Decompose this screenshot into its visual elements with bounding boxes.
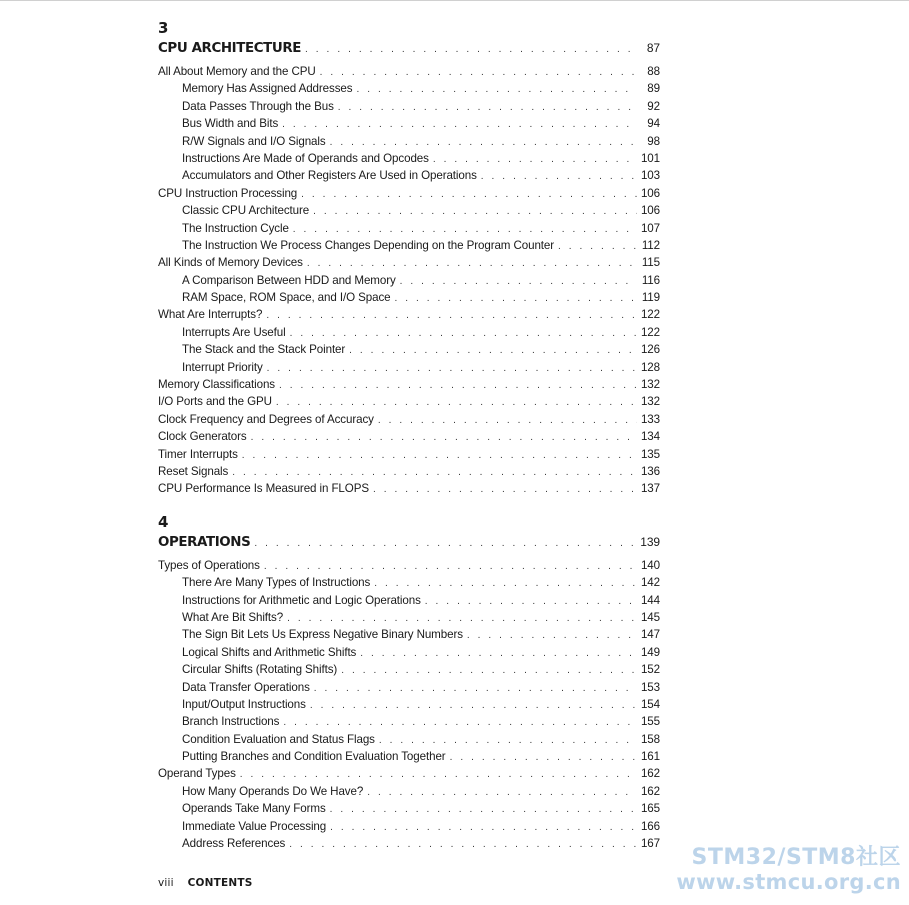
entry-title: Classic CPU Architecture	[182, 204, 310, 218]
entry-title: Memory Classifications	[158, 378, 275, 392]
toc-subentry[interactable]	[158, 800, 660, 817]
entry-title: All About Memory and the CPU	[158, 65, 316, 78]
entry-page: 119	[641, 291, 660, 305]
top-border-line	[0, 0, 909, 1]
toc-subentry[interactable]	[158, 661, 660, 678]
dot-leader	[293, 221, 637, 238]
entry-title: What Are Interrupts?	[158, 308, 263, 322]
dot-leader	[254, 532, 637, 555]
chapter-page: 139	[640, 534, 660, 549]
toc-entry[interactable]	[158, 254, 660, 271]
toc-subentry[interactable]	[158, 115, 660, 132]
chapter-number: 3	[158, 19, 169, 37]
chapter-page: 87	[646, 41, 660, 55]
entry-title: Logical Shifts and Arithmetic Shifts	[182, 645, 357, 659]
entry-page: 122	[640, 308, 660, 322]
dot-leader	[307, 255, 637, 272]
watermark-line-2: www.stmcu.org.cn	[676, 870, 901, 894]
entry-page: 158	[640, 732, 660, 746]
toc-subentry[interactable]	[158, 289, 660, 306]
dot-leader	[282, 116, 637, 133]
toc-entry[interactable]	[158, 63, 660, 80]
toc-entry[interactable]	[158, 480, 660, 497]
entry-title: A Comparison Between HDD and Memory	[182, 273, 396, 287]
entry-page: 128	[640, 360, 660, 374]
toc-entry[interactable]	[158, 376, 660, 393]
dot-leader	[356, 81, 637, 98]
entry-page: 162	[640, 767, 660, 781]
dot-leader	[289, 836, 637, 853]
entry-title: The Stack and the Stack Pointer	[182, 343, 346, 357]
table-of-contents	[158, 20, 660, 852]
entry-page: 89	[647, 82, 660, 96]
entry-title: R/W Signals and I/O Signals	[182, 134, 326, 148]
entry-title: Clock Generators	[158, 430, 247, 444]
dot-leader	[301, 186, 637, 203]
dot-leader	[341, 662, 637, 679]
entry-title: The Instruction We Process Changes Depending on the Program Counter	[182, 238, 555, 252]
dot-leader	[330, 801, 637, 818]
entry-title: I/O Ports and the GPU	[158, 395, 272, 409]
toc-subentry[interactable]	[158, 574, 660, 591]
dot-leader	[338, 99, 637, 116]
toc-subentry[interactable]	[158, 644, 660, 661]
entry-title: How Many Operands Do We Have?	[182, 784, 364, 798]
chapter-number: 4	[158, 512, 169, 531]
entry-title: Operand Types	[158, 767, 236, 781]
entry-title: Branch Instructions	[182, 715, 280, 729]
chapter-title-row[interactable]	[158, 531, 660, 554]
entry-title: Operands Take Many Forms	[182, 802, 326, 816]
entry-title: Reset Signals	[158, 464, 229, 478]
chapter-title-row[interactable]	[158, 37, 660, 60]
toc-subentry[interactable]	[158, 696, 660, 713]
entry-page: 144	[640, 593, 660, 607]
chapter-title: OPERATIONS	[158, 534, 251, 550]
toc-entry[interactable]	[158, 185, 660, 202]
entry-page: 147	[640, 628, 660, 642]
entry-page: 149	[640, 645, 660, 659]
entry-page: 155	[640, 715, 660, 729]
entry-page: 134	[640, 430, 660, 444]
toc-entry[interactable]	[158, 411, 660, 428]
toc-subentry[interactable]	[158, 324, 660, 341]
toc-subentry[interactable]	[158, 167, 660, 184]
entry-title: CPU Instruction Processing	[158, 186, 298, 200]
chapter-3-entries	[158, 63, 660, 498]
dot-leader	[287, 610, 637, 627]
entry-page: 92	[647, 99, 660, 113]
entry-page: 152	[640, 663, 660, 677]
dot-leader	[373, 481, 637, 498]
entry-title: Input/Output Instructions	[182, 697, 306, 711]
entry-title: Putting Branches and Condition Evaluation Together	[182, 750, 446, 764]
entry-page: 135	[640, 447, 660, 461]
entry-page: 161	[640, 750, 660, 764]
entry-title: Circular Shifts (Rotating Shifts)	[182, 663, 338, 677]
toc-subentry[interactable]	[158, 731, 660, 748]
entry-title: Instructions Are Made of Operands and Opcodes	[182, 151, 429, 165]
entry-title: Accumulators and Other Registers Are Used in Operations	[182, 169, 477, 183]
dot-leader	[330, 819, 637, 836]
entry-page: 162	[640, 784, 660, 798]
dot-leader	[379, 732, 637, 749]
dot-leader	[266, 307, 637, 324]
dot-leader	[467, 627, 637, 644]
entry-page: 154	[640, 697, 660, 711]
dot-leader	[232, 464, 637, 481]
dot-leader	[378, 412, 637, 429]
entry-page: 88	[647, 65, 660, 78]
dot-leader	[367, 784, 637, 801]
entry-page: 137	[640, 482, 660, 496]
entry-page: 140	[640, 558, 660, 572]
entry-title: Data Transfer Operations	[182, 680, 310, 694]
dot-leader	[283, 714, 637, 731]
entry-title: Address References	[182, 837, 286, 851]
chapter-title: CPU ARCHITECTURE	[158, 41, 302, 56]
footer-label: CONTENTS	[187, 877, 253, 889]
dot-leader	[360, 645, 637, 662]
entry-page: 112	[641, 238, 660, 252]
toc-entry[interactable]	[158, 463, 660, 480]
entry-page: 103	[640, 169, 660, 183]
page-footer	[158, 877, 253, 889]
dot-leader	[330, 134, 637, 151]
entry-page: 98	[647, 134, 660, 148]
entry-title: Immediate Value Processing	[182, 819, 327, 833]
entry-title: Memory Has Assigned Addresses	[182, 82, 353, 96]
entry-title: The Instruction Cycle	[182, 221, 289, 235]
toc-subentry[interactable]	[158, 713, 660, 730]
dot-leader	[305, 38, 637, 61]
entry-page: 101	[640, 151, 660, 165]
entry-page: 136	[640, 464, 660, 478]
entry-page: 126	[640, 343, 660, 357]
entry-title: Data Passes Through the Bus	[182, 99, 334, 113]
dot-leader	[313, 203, 637, 220]
dot-leader	[251, 429, 637, 446]
entry-page: 107	[640, 221, 660, 235]
toc-subentry[interactable]	[158, 835, 660, 852]
toc-subentry[interactable]	[158, 679, 660, 696]
dot-leader	[290, 325, 637, 342]
toc-subentry[interactable]	[158, 818, 660, 835]
dot-leader	[276, 394, 637, 411]
toc-subentry[interactable]	[158, 237, 660, 254]
toc-entry[interactable]	[158, 428, 660, 445]
entry-page: 94	[647, 117, 660, 131]
entry-title: Types of Operations	[158, 558, 260, 572]
toc-subentry[interactable]	[158, 272, 660, 289]
toc-subentry[interactable]	[158, 783, 660, 800]
toc-subentry[interactable]	[158, 748, 660, 765]
toc-subentry[interactable]	[158, 98, 660, 115]
toc-entry[interactable]	[158, 765, 660, 782]
dot-leader	[425, 593, 637, 610]
entry-page: 142	[640, 576, 660, 590]
dot-leader	[450, 749, 637, 766]
entry-title: Timer Interrupts	[158, 447, 238, 461]
dot-leader	[310, 697, 637, 714]
entry-title: All Kinds of Memory Devices	[158, 256, 303, 270]
footer-page-number: viii	[158, 877, 174, 889]
entry-title: Instructions for Arithmetic and Logic Operations	[182, 593, 421, 607]
dot-leader	[279, 377, 637, 394]
entry-title: There Are Many Types of Instructions	[182, 576, 371, 590]
entry-page: 145	[640, 610, 660, 624]
dot-leader	[374, 575, 637, 592]
entry-page: 132	[640, 378, 660, 392]
dot-leader	[395, 290, 637, 307]
toc-subentry[interactable]	[158, 220, 660, 237]
entry-page: 153	[640, 680, 660, 694]
dot-leader	[320, 64, 637, 81]
entry-page: 166	[640, 819, 660, 833]
dot-leader	[264, 558, 637, 575]
toc-subentry[interactable]	[158, 150, 660, 167]
entry-page: 133	[640, 412, 660, 426]
toc-entry[interactable]	[158, 446, 660, 463]
entry-page: 167	[640, 837, 660, 851]
chapter-3	[158, 20, 660, 498]
entry-title: Interrupt Priority	[182, 360, 263, 374]
toc-entry[interactable]	[158, 557, 660, 574]
entry-title: Condition Evaluation and Status Flags	[182, 732, 375, 746]
dot-leader	[481, 168, 637, 185]
entry-page: 106	[640, 186, 660, 200]
entry-title: RAM Space, ROM Space, and I/O Space	[182, 291, 391, 305]
dot-leader	[240, 766, 637, 783]
watermark-line-1: STM32/STM8社区	[691, 845, 901, 870]
toc-subentry[interactable]	[158, 80, 660, 97]
entry-page: 122	[640, 325, 660, 339]
chapter-4	[158, 514, 660, 853]
entry-title: Clock Frequency and Degrees of Accuracy	[158, 412, 374, 426]
dot-leader	[242, 447, 637, 464]
toc-subentry[interactable]	[158, 592, 660, 609]
toc-entry[interactable]	[158, 306, 660, 323]
toc-subentry[interactable]	[158, 133, 660, 150]
dot-leader	[267, 360, 637, 377]
toc-subentry[interactable]	[158, 341, 660, 358]
entry-page: 116	[641, 273, 660, 287]
entry-title: What Are Bit Shifts?	[182, 610, 284, 624]
dot-leader	[400, 273, 637, 290]
dot-leader	[349, 342, 637, 359]
entry-page: 106	[640, 204, 660, 218]
entry-title: Bus Width and Bits	[182, 117, 279, 131]
toc-entry[interactable]	[158, 393, 660, 410]
entry-page: 165	[640, 802, 660, 816]
toc-subentry[interactable]	[158, 609, 660, 626]
entry-title: CPU Performance Is Measured in FLOPS	[158, 482, 369, 496]
chapter-4-entries	[158, 557, 660, 853]
toc-subentry[interactable]	[158, 202, 660, 219]
entry-page: 132	[640, 395, 660, 409]
toc-subentry[interactable]	[158, 359, 660, 376]
dot-leader	[558, 238, 637, 255]
entry-title: Interrupts Are Useful	[182, 325, 286, 339]
entry-title: The Sign Bit Lets Us Express Negative Binary Numbers	[182, 628, 463, 642]
toc-subentry[interactable]	[158, 626, 660, 643]
dot-leader	[314, 680, 637, 697]
entry-page: 115	[641, 256, 660, 270]
dot-leader	[433, 151, 637, 168]
watermark	[676, 846, 901, 894]
